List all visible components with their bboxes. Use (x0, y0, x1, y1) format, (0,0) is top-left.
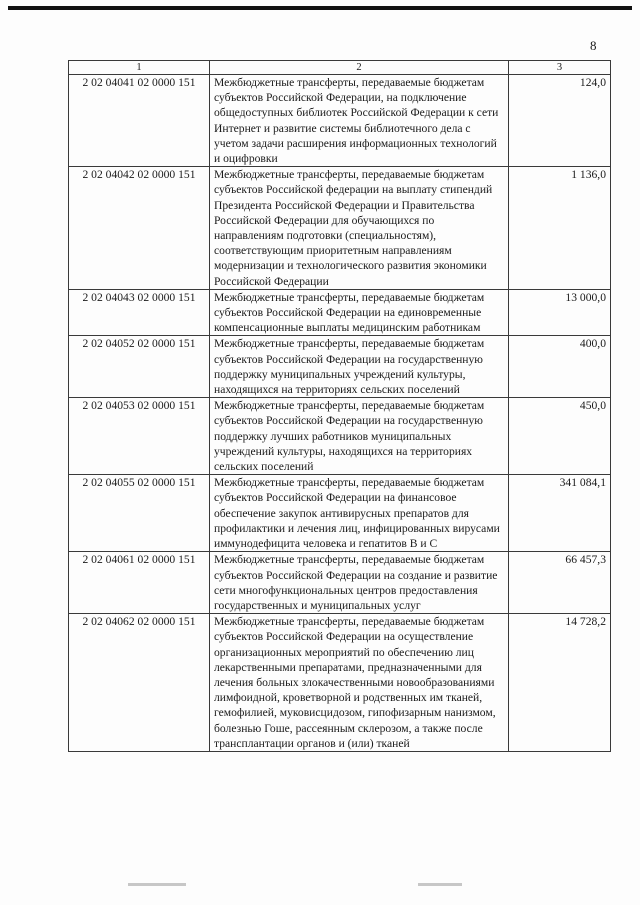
description-cell: Межбюджетные трансферты, передаваемые бюджетам субъектов Российской Федерации на создание и развитие сети многофункциональных центров предоставления государственных и муниципальных услуг (210, 552, 509, 614)
table-row (69, 75, 611, 167)
top-border-rule (8, 6, 632, 10)
scan-artifact (418, 883, 462, 886)
description-cell: Межбюджетные трансферты, передаваемые бюджетам субъектов Российской Федерации на государственную поддержку муниципальных учреждений культуры, находящихся на территориях сельских поселений (210, 336, 509, 398)
table-row (69, 475, 611, 552)
table-row (69, 289, 611, 336)
amount-cell: 66 457,3 (509, 552, 611, 614)
budget-code-cell: 2 02 04041 02 0000 151 (69, 75, 210, 167)
budget-code-cell: 2 02 04055 02 0000 151 (69, 475, 210, 552)
budget-code-cell: 2 02 04043 02 0000 151 (69, 289, 210, 336)
budget-code-cell: 2 02 04052 02 0000 151 (69, 336, 210, 398)
description-cell: Межбюджетные трансферты, передаваемые бюджетам субъектов Российской федерации на выплату стипендий Президента Российской Федерации и Правительства Российской Федерации для обучающихся по направлениям подготовки (специальностям), соответствующим приоритетным направлениям модернизации и технологического развития экономики Российской Федерации (210, 167, 509, 290)
amount-cell: 1 136,0 (509, 167, 611, 290)
description-cell: Межбюджетные трансферты, передаваемые бюджетам субъектов Российской Федерации на государственную поддержку лучших работников муниципальных учреждений культуры, находящихся на территориях сельских поселений (210, 398, 509, 475)
column-header-2: 2 (210, 61, 509, 75)
amount-cell: 124,0 (509, 75, 611, 167)
amount-cell: 341 084,1 (509, 475, 611, 552)
page-number: 8 (590, 38, 597, 53)
amount-cell: 400,0 (509, 336, 611, 398)
table-row (69, 336, 611, 398)
budget-code-cell: 2 02 04053 02 0000 151 (69, 398, 210, 475)
description-cell: Межбюджетные трансферты, передаваемые бюджетам субъектов Российской Федерации на осуществление организационных мероприятий по обеспечению лиц лекарственными препаратами, предназначенными для лечения больных злокачественными новообразованиями лимфоидной, кроветворной и родственных им тканей, гемофилией, муковисцидозом, гипофизарным нанизмом, болезнью Гоше, рассеянным склерозом, а также после трансплантации органов и (или) тканей (210, 614, 509, 752)
table-row (69, 398, 611, 475)
budget-transfers-table (68, 60, 611, 752)
budget-code-cell: 2 02 04061 02 0000 151 (69, 552, 210, 614)
budget-code-cell: 2 02 04062 02 0000 151 (69, 614, 210, 752)
amount-cell: 13 000,0 (509, 289, 611, 336)
description-cell: Межбюджетные трансферты, передаваемые бюджетам субъектов Российской Федерации на финансовое обеспечение закупок антивирусных препаратов для профилактики и лечения лиц, инфицированных вирусами иммунодефицита человека и гепатитов В и С (210, 475, 509, 552)
table-row (69, 552, 611, 614)
description-cell: Межбюджетные трансферты, передаваемые бюджетам субъектов Российской Федерации на единовременные компенсационные выплаты медицинским работникам (210, 289, 509, 336)
table-row (69, 614, 611, 752)
table-header-row (69, 61, 611, 75)
column-header-3: 3 (509, 61, 611, 75)
scan-artifact (128, 883, 186, 886)
table-row (69, 167, 611, 290)
amount-cell: 14 728,2 (509, 614, 611, 752)
amount-cell: 450,0 (509, 398, 611, 475)
description-cell: Межбюджетные трансферты, передаваемые бюджетам субъектов Российской Федерации, на подключение общедоступных библиотек Российской Федерации к сети Интернет и развитие системы библиотечного дела с учетом задачи расширения информационных технологий и оцифровки (210, 75, 509, 167)
budget-code-cell: 2 02 04042 02 0000 151 (69, 167, 210, 290)
column-header-1: 1 (69, 61, 210, 75)
